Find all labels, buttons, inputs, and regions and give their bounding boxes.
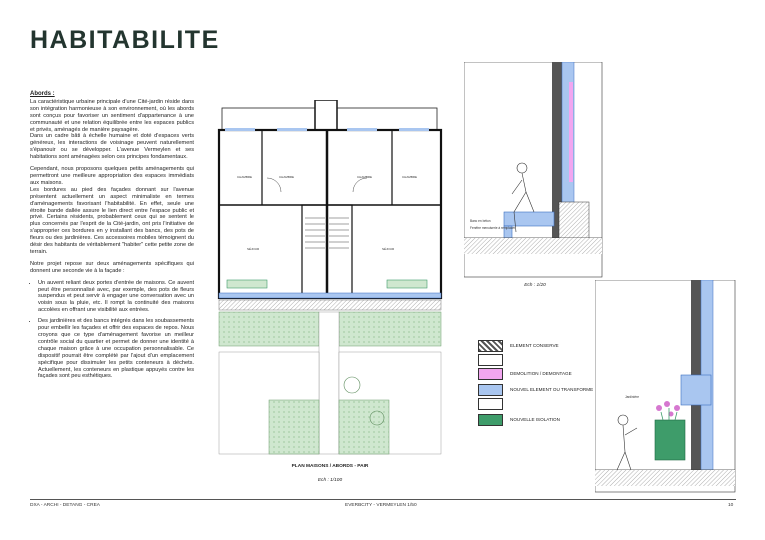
plan-front-lawn <box>269 400 319 454</box>
legend-item-demolition <box>478 368 618 382</box>
section-1-bench <box>504 212 554 226</box>
section-1-note: Fenêtre menuiserie à remplacer <box>470 226 516 230</box>
legend-item-blank-2 <box>478 398 618 412</box>
room-label: CHAMBRE <box>237 175 253 179</box>
section-2-note: Jardinière <box>625 395 639 399</box>
plan-garden-left <box>219 312 319 346</box>
legend-item-conserve <box>478 340 618 354</box>
plan-path <box>319 312 339 454</box>
legend-item-new <box>478 384 618 398</box>
paragraph-2-text: Dans un cadre bâti à échelle humaine et doté d'espaces verts généreux, les interactions de voisinage peuvent naturellement s'épanouir ou se développer. L'avenue Vermeylen et ses habitations sont aménagées selon ces principes fondamentaux. <box>30 133 194 161</box>
legend-label: NOUVEL ELEMENT OU TRANSFORME <box>510 387 594 392</box>
bullet-1: • Un auvent reliant deux portes d'entrée de maisons. Ce auvent peut être personnalisé avec, par exemple, des pots de fleurs suspendus et peut servir à engager une conversation avec un voisin sous la pluie, etc. Il rompt la continuité des maisons accolées en offrant une visibilité aux entrées. <box>38 280 194 315</box>
legend-swatch-insulation <box>478 414 503 426</box>
plan-house-outline <box>219 130 441 298</box>
legend-label: DEMOLITION / DEMONTAGE <box>510 371 572 376</box>
legend-label: ELEMENT CONSERVE <box>510 343 559 348</box>
legend-item-blank <box>478 354 618 368</box>
footer-center: EVERBCITY - VERMEYLEN 1/50 <box>345 503 417 508</box>
plan-paved-strip <box>219 300 441 310</box>
legend-swatch-conserve <box>478 340 503 352</box>
room-label: SÉJOUR <box>247 247 260 251</box>
bullet-2: • Des jardinières et des bancs intégrés dans les soubassements pour embellir les façades et offrir des espaces de repos. Nous croyons que ce type d'aménagement favorise un meilleur contrôle social du quartier et permet de donner une identité à chaque maison grâce à une occupation personnalisable. Ce dispositif pourrait être complété par l'ajout d'un emplacement spécifique pour dissimuler les petits conteneurs à déchets. Actuellement, les conteneurs en plastique appuyés contre les façades sont peu esthétiques. <box>38 318 194 380</box>
plan-planter <box>227 280 267 288</box>
legend-label: NOUVELLE ISOLATION <box>510 417 560 422</box>
footer-left: DXA - ARCHI - DETANG - CREA <box>30 503 101 508</box>
text-column <box>30 91 194 384</box>
plan-caption: PLAN MAISONS / ABORDS - PAIR <box>291 464 369 469</box>
section-1-demolition <box>569 82 573 182</box>
paragraph-1-text: La caractéristique urbaine principale d'une Cité-jardin réside dans son intégration harmonieuse à son environnement, où les abords sont conçus pour favoriser un sentiment d'appartenance à une communauté et une relation équilibrée entre les espaces publics et privés, aménagés de manière paysagère. <box>30 98 194 133</box>
paragraph-1 <box>30 99 194 161</box>
bullet-list <box>30 280 194 381</box>
page-number: 10 <box>728 503 734 508</box>
plan-garden-right <box>339 312 441 346</box>
plan-planter <box>387 280 427 288</box>
footer-divider <box>30 499 736 500</box>
plan-chimney <box>315 100 337 130</box>
legend-swatch-blank-2 <box>478 398 503 410</box>
section-detail-1 <box>464 62 604 282</box>
plan-new-facade-elements <box>219 293 441 298</box>
section-1-note: Banc en béton <box>470 219 491 223</box>
legend-swatch-new <box>478 384 503 396</box>
room-label: CHAMBRE <box>357 175 373 179</box>
section-heading: Abords : <box>30 91 55 97</box>
room-label: CHAMBRE <box>402 175 418 179</box>
legend-swatch-blank <box>478 354 503 366</box>
paragraph-3 <box>30 166 194 256</box>
section-2-planter <box>655 420 685 460</box>
plan-scale: Ech : 1/100 <box>317 478 343 483</box>
section-1-scale: Ech : 1/20 <box>524 283 546 288</box>
page-title: HABITABILITE <box>30 26 220 54</box>
floor-plan <box>207 100 452 470</box>
paragraph-5: Notre projet repose sur deux aménagements spécifiques qui donnent une seconde vie à la façade : <box>30 260 194 274</box>
paragraph-3-text: Cependant, nous proposons quelques petits aménagements qui permettront une meilleure appropriation des espaces immédiats aux maisons. <box>30 166 194 186</box>
paragraph-4-text: Les bordures au pied des façades donnant sur l'avenue présentent actuellement un aspect minimaliste en termes d'aménagements favorisant l'habitabilité. En effet, seule une étroite bande dallée assure le lien direct entre l'espace public et privé. Certains résidents, probablement ceux qui se sentent le plus concernés par l'esprit de la Cité-jardin, ont pris l'initiative de s'approprier ces bordures en y installant des bancs, des pots de fleurs ou des jardinières. Ces accessoires mobiles témoignent du désir des habitants de véritablement "habiter" cette petite zone de terrain. <box>30 186 194 255</box>
room-label: SÉJOUR <box>382 247 395 251</box>
room-label: CHAMBRE <box>279 175 295 179</box>
legend-swatch-demolition <box>478 368 503 380</box>
legend-item-insulation <box>478 414 618 428</box>
